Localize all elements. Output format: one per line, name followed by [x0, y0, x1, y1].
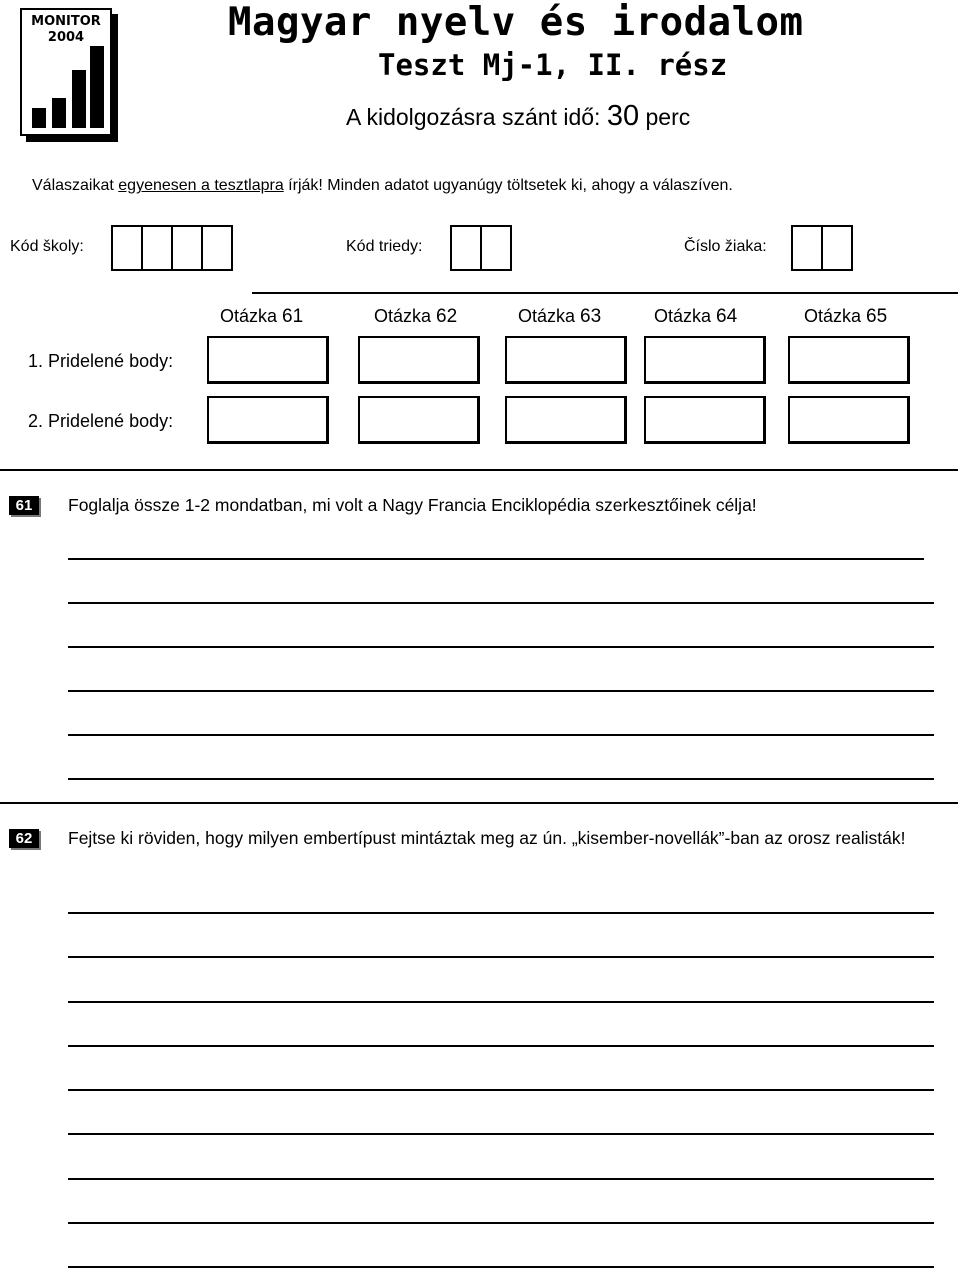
class-code-label: Kód triedy:	[346, 238, 423, 255]
student-number-digit[interactable]	[793, 227, 823, 269]
answer-line[interactable]	[68, 1089, 934, 1091]
score-row1-label: 1. Pridelené body:	[28, 351, 174, 371]
question-number: 63	[580, 306, 602, 327]
school-code-digit[interactable]	[203, 227, 231, 269]
student-number-label: Číslo žiaka:	[684, 238, 767, 255]
school-code-digit[interactable]	[173, 227, 203, 269]
school-code-digit[interactable]	[143, 227, 173, 269]
time-suffix: perc	[639, 104, 691, 130]
divider	[0, 469, 958, 471]
logo-line2: 2004	[47, 30, 85, 45]
instruction-part1: Válaszaikat	[32, 177, 119, 194]
answer-line[interactable]	[68, 602, 934, 604]
score-header-64	[654, 306, 737, 328]
answer-line[interactable]	[68, 912, 934, 914]
class-code-digit[interactable]	[482, 227, 510, 269]
class-code-field[interactable]	[450, 225, 512, 271]
score-header-63	[518, 306, 601, 328]
instruction-part3: írják! Minden adatot ugyanúgy töltsetek ki, ahogy a válaszíven.	[283, 177, 733, 194]
answer-line[interactable]	[68, 956, 934, 958]
answer-line[interactable]	[68, 778, 934, 780]
question-word: Otázka	[654, 306, 712, 326]
time-allotted	[346, 100, 690, 133]
student-number-digit[interactable]	[823, 227, 851, 269]
score-box-r2-q63[interactable]	[505, 396, 627, 444]
answer-line[interactable]	[68, 734, 934, 736]
time-value: 30	[606, 100, 640, 132]
logo-bar-icon	[52, 98, 66, 128]
question-word: Otázka	[220, 306, 278, 326]
answer-line[interactable]	[68, 1045, 934, 1047]
question-number-badge: 61	[9, 496, 39, 515]
score-box-r1-q62[interactable]	[358, 336, 480, 384]
question-word: Otázka	[374, 306, 432, 326]
score-box-r1-q63[interactable]	[505, 336, 627, 384]
answer-line[interactable]	[68, 1266, 934, 1268]
time-prefix: A kidolgozásra szánt idő:	[346, 104, 607, 130]
answer-line[interactable]	[68, 1133, 934, 1135]
score-header-61	[220, 306, 303, 328]
school-code-field[interactable]	[111, 225, 233, 271]
logo-bar-icon	[72, 70, 86, 128]
instruction	[32, 177, 733, 195]
divider	[252, 292, 958, 294]
answer-line[interactable]	[68, 1178, 934, 1180]
page-title: Magyar nyelv és irodalom	[228, 0, 804, 45]
score-box-r1-q64[interactable]	[644, 336, 766, 384]
question-61-text: Foglalja össze 1-2 mondatban, mi volt a Nagy Francia Enciklopédia szerkesztőinek célja!	[68, 495, 757, 515]
question-word: Otázka	[804, 306, 862, 326]
instruction-underlined: egyenesen a tesztlapra	[118, 177, 284, 194]
score-box-r2-q65[interactable]	[788, 396, 910, 444]
question-number: 61	[282, 306, 304, 327]
divider	[0, 802, 958, 804]
school-code-label: Kód školy:	[10, 238, 84, 255]
answer-line[interactable]	[68, 558, 924, 560]
logo-line1: MONITOR	[31, 14, 101, 29]
page-subtitle: Teszt Mj-1, II. rész	[378, 48, 728, 82]
class-code-digit[interactable]	[452, 227, 482, 269]
score-header-62	[374, 306, 457, 328]
score-header-65	[804, 306, 887, 328]
answer-line[interactable]	[68, 1222, 934, 1224]
score-box-r1-q61[interactable]	[207, 336, 329, 384]
question-number: 64	[716, 306, 738, 327]
monitor-logo	[20, 8, 112, 136]
question-number: 62	[436, 306, 458, 327]
score-row2-label: 2. Pridelené body:	[28, 411, 174, 431]
answer-line[interactable]	[68, 690, 934, 692]
score-box-r2-q62[interactable]	[358, 396, 480, 444]
question-number: 65	[866, 306, 888, 327]
answer-line[interactable]	[68, 1001, 934, 1003]
logo-bar-icon	[32, 108, 46, 128]
question-62-text: Fejtse ki röviden, hogy milyen embertípust mintáztak meg az ún. „kisember-novellák”-ban az orosz realisták!	[68, 828, 906, 848]
score-box-r1-q65[interactable]	[788, 336, 910, 384]
school-code-digit[interactable]	[113, 227, 143, 269]
question-number-badge: 62	[9, 829, 39, 848]
logo-bar-icon	[90, 46, 104, 128]
answer-line[interactable]	[68, 646, 934, 648]
student-number-field[interactable]	[791, 225, 853, 271]
score-box-r2-q64[interactable]	[644, 396, 766, 444]
score-box-r2-q61[interactable]	[207, 396, 329, 444]
question-word: Otázka	[518, 306, 576, 326]
